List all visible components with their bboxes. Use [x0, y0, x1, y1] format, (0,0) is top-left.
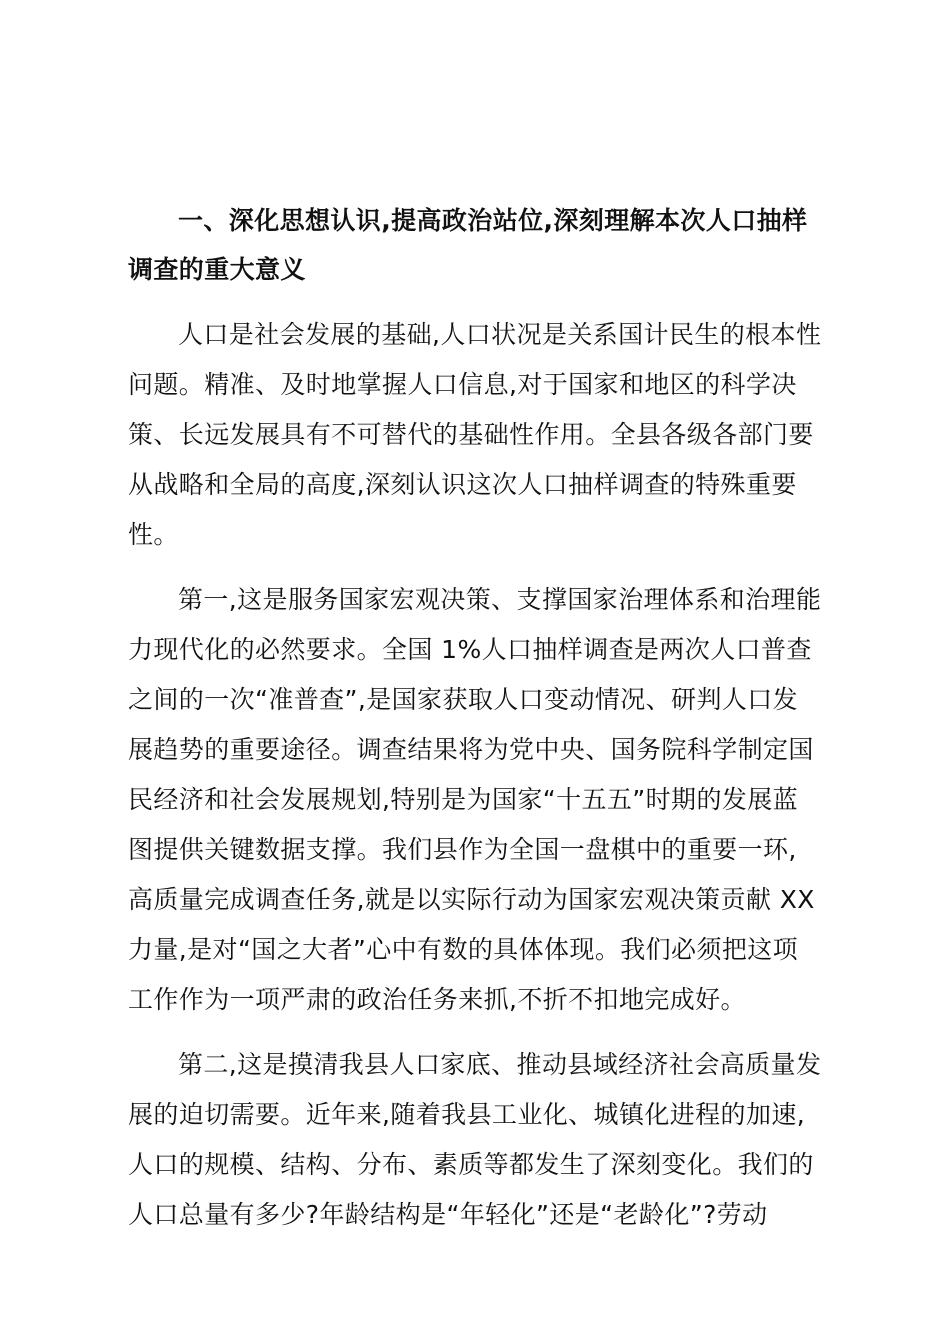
- section-heading: 一、深化思想认识,提高政治站位,深刻理解本次人口抽样调查的重大意义: [128, 206, 808, 284]
- paragraph-intro: 人口是社会发展的基础,人口状况是关系国计民生的根本性问题。精准、及时地掌握人口信息,对于国家和地区的科学决策、长远发展具有不可替代的基础性作用。全县各级各部门要从战略和全局的高度,深刻认识这次人口抽样调查的特殊重要性。: [128, 320, 822, 549]
- document-body: [128, 196, 822, 1255]
- paragraph-first-point: 第一,这是服务国家宏观决策、支撑国家治理体系和治理能力现代化的必然要求。全国 1%人口抽样调查是两次人口普查之间的一次“准普查”,是国家获取人口变动情况、研判人口发展趋势的重要途径。调查结果将为党中央、国务院科学制定国民经济和社会发展规划,特别是为国家“十五五”时期的发展蓝图提供关键数据支撑。我们县作为全国一盘棋中的重要一环,高质量完成调查任务,就是以实际行动为国家宏观决策贡献 XX 力量,是对“国之大者”心中有数的具体体现。我们必须把这项工作作为一项严肃的政治任务来抓,不折不扣地完成好。: [128, 585, 822, 1014]
- paragraph-second-point: 第二,这是摸清我县人口家底、推动县域经济社会高质量发展的迫切需要。近年来,随着我县工业化、城镇化进程的加速,人口的规模、结构、分布、素质等都发生了深刻变化。我们的人口总量有多少?年龄结构是“年轻化”还是“老龄化”?劳动: [128, 1050, 822, 1229]
